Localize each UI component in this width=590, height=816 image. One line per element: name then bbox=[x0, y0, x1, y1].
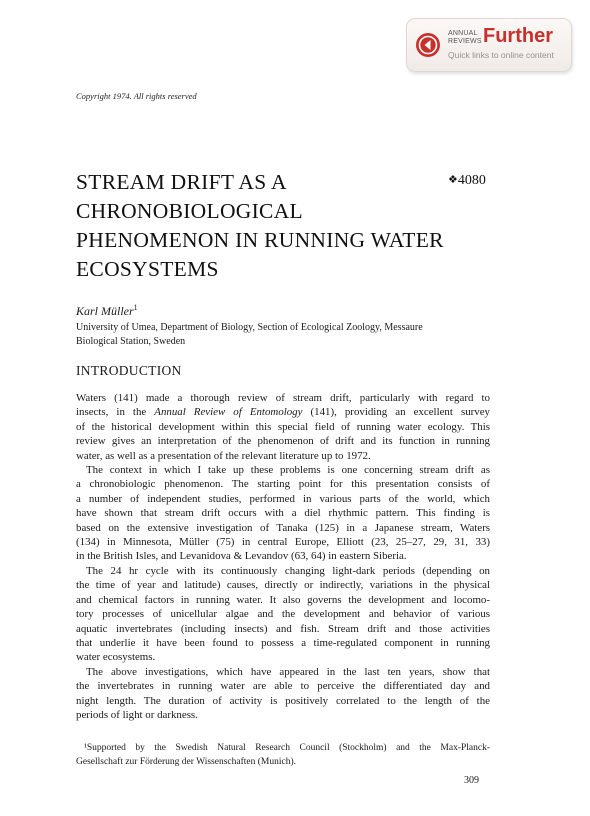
footnote-line: Gesellschaft zur Förderung der Wissenschaften (Munich). bbox=[76, 756, 296, 767]
body-line: of the historical development within this special field of running water ecology. This bbox=[76, 420, 490, 433]
journal-name: Annual Review of Entomology bbox=[154, 406, 303, 419]
author-name bbox=[76, 303, 138, 319]
article-title bbox=[76, 168, 496, 284]
banner-publisher bbox=[448, 30, 482, 45]
page-number: 309 bbox=[464, 775, 479, 786]
footnote-line: ¹Supported by the Swedish Natural Research Council (Stockholm) and the Max-Planck- bbox=[84, 743, 490, 753]
body-line: periods of light or darkness. bbox=[76, 708, 198, 721]
body-line: have shown that stream drift occurs with a diel rhythmic pattern. This finding is bbox=[76, 507, 490, 520]
body-line: a chronobiologic phenomenon. The starting point for this presentation consists of bbox=[76, 478, 490, 491]
body-line: water ecosystems. bbox=[76, 651, 156, 664]
body-line: based on the extensive investigation of Tanaka (125) in a Japanese stream, Waters bbox=[76, 521, 490, 534]
banner-further-label: Further bbox=[483, 25, 553, 47]
body-line: tory processes of unicellular algae and the development and behavior of various bbox=[76, 608, 490, 621]
title-line: ECOSYSTEMS bbox=[76, 257, 219, 281]
copyright-notice: Copyright 1974. All rights reserved bbox=[76, 91, 197, 101]
body-line: the time of year and latitude) causes, directly or indirectly, variations in the physical bbox=[76, 579, 490, 592]
body-line: in the British Isles, and Levanidova & Levandov (63, 64) in eastern Siberia. bbox=[76, 550, 407, 563]
banner-annual: ANNUAL bbox=[448, 30, 478, 37]
affiliation-line: Biological Station, Sweden bbox=[76, 336, 186, 347]
body-line: a number of independent studies, performed in various parts of the world, which bbox=[76, 492, 490, 505]
banner-reviews: REVIEWS bbox=[448, 37, 482, 45]
section-heading: INTRODUCTION bbox=[76, 363, 182, 378]
body-line: (134) in Minnesota, Müller (75) in central Europe, Elliott (23, 25–27, 29, 31, 33) bbox=[76, 536, 490, 549]
footnote bbox=[76, 742, 490, 769]
body-line: the invertebrates in running water are able to perceive the differentiated day and bbox=[76, 680, 490, 693]
body-text bbox=[76, 391, 490, 722]
body-line: review gives an interpretation of the phenomenon of drift and its function in running bbox=[76, 435, 490, 448]
body-line: The above investigations, which have appeared in the last ten years, show that bbox=[86, 665, 490, 678]
author-footnote-mark: 1 bbox=[133, 303, 138, 312]
body-line: that underlie it have been found to possess a time-regulated component in running bbox=[76, 636, 490, 649]
body-line: The 24 hr cycle with its continuously changing light-dark periods (depending on bbox=[86, 564, 490, 577]
article-code-number: 4080 bbox=[457, 173, 486, 188]
further-logo-icon bbox=[415, 32, 441, 58]
title-line: CHRONOBIOLOGICAL bbox=[76, 199, 303, 223]
body-line: insects, in the Annual Review of Entomology (141), providing an excellent survey bbox=[76, 406, 490, 419]
body-line: aquatic invertebrates (including insects) and fish. Stream drift and those activities bbox=[76, 622, 490, 635]
diamond-icon: ❖ bbox=[448, 174, 458, 186]
annual-reviews-further-banner[interactable] bbox=[406, 18, 572, 72]
author-name-text: Karl Müller bbox=[76, 304, 134, 318]
title-line: PHENOMENON IN RUNNING WATER bbox=[76, 228, 444, 252]
author-affiliation bbox=[76, 321, 496, 349]
body-line: water, as well as a presentation of the relevant literature up to 1972. bbox=[76, 449, 371, 462]
article-code bbox=[448, 173, 486, 189]
banner-quick-links: Quick links to online content bbox=[448, 50, 554, 60]
body-line: The context in which I take up these problems is one concerning stream drift as bbox=[86, 464, 490, 477]
affiliation-line: University of Umea, Department of Biology, Section of Ecological Zoology, Messaure bbox=[76, 322, 423, 333]
body-line: night length. The duration of activity is positively correlated to the length of the bbox=[76, 694, 490, 707]
title-line: STREAM DRIFT AS A bbox=[76, 170, 287, 194]
body-line: and chemical factors in running water. It also governs the development and locomo- bbox=[76, 593, 490, 606]
body-line: Waters (141) made a thorough review of stream drift, particularly with regard to bbox=[76, 392, 490, 404]
